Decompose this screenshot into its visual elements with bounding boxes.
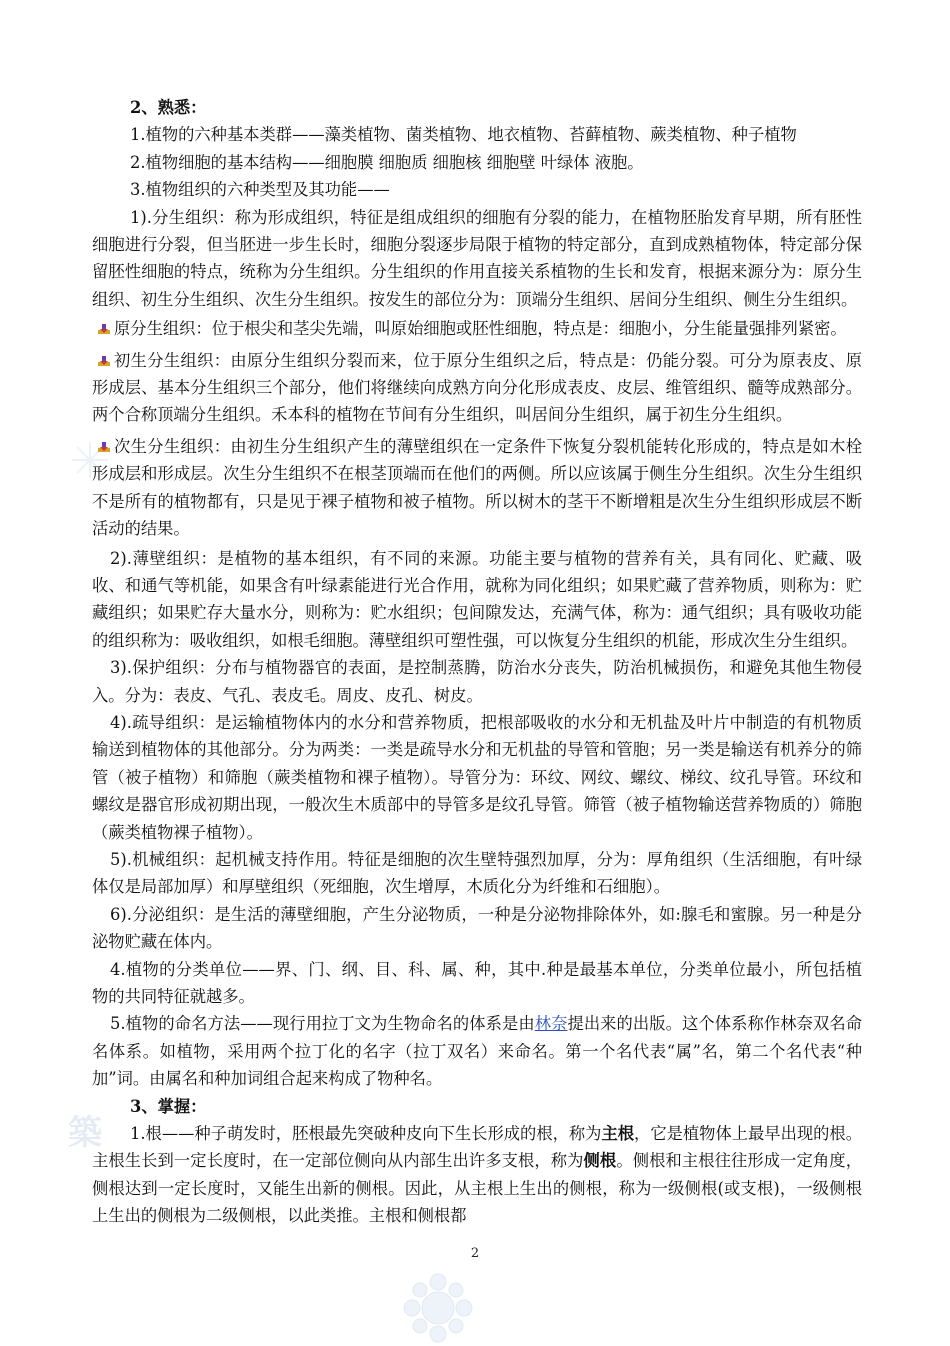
- bullet-text: 原分生组织：位于根尖和茎尖先端，叫原始细胞或胚性细胞，特点是：细胞小，分生能量强排列紧密。: [114, 319, 847, 339]
- document-body: [92, 94, 862, 1230]
- paragraph-mechanical-tissue: 5).机械组织：起机械支持作用。特征是细胞的次生壁特强烈加厚，分为：厚角组织（生活细胞，有叶绿体仅是局部加厚）和厚壁组织（死细胞，次生增厚，木质化分为纤维和石细胞）。: [92, 849, 862, 897]
- section-heading-familiarize: 2、熟悉：: [130, 98, 207, 117]
- bullet-item-primary-meristem: [92, 347, 862, 429]
- bullet-icon: [98, 441, 110, 453]
- paragraph-protective-tissue: 3).保护组织：分布与植物器官的表面，是控制蒸腾，防治水分丧失，防治机械损伤，和避免其他生物侵入。分为：表皮、气孔、表皮毛。周皮、皮孔、树皮。: [92, 658, 862, 705]
- snowflake-logo-icon: [400, 1270, 476, 1346]
- term-lateral-root: 侧根: [583, 1151, 617, 1171]
- bullet-icon: [98, 355, 110, 367]
- watermark-text: 築: [68, 1113, 102, 1153]
- paragraph-naming-method: [92, 1010, 862, 1092]
- bullet-item-secondary-meristem: [92, 433, 862, 543]
- paragraph-plant-groups: 1.植物的六种基本类群——藻类植物、菌类植物、地衣植物、苔藓植物、蕨类植物、种子植物: [130, 125, 797, 145]
- link-linnaeus[interactable]: 林奈: [534, 1014, 568, 1034]
- naming-text-before: 5.植物的命名方法——现行用拉丁文为生物命名的体系是由: [110, 1014, 535, 1034]
- paragraph-tissue-types: 3.植物组织的六种类型及其功能——: [130, 180, 390, 200]
- bullet-icon: [98, 323, 110, 335]
- section-heading-master: 3、掌握：: [130, 1096, 207, 1116]
- paragraph-conducting-tissue: 4).疏导组织：是运输植物体内的水分和营养物质，把根部吸收的水分和无机盐及叶片中制造的有机物质输送到植物体的其他部分。分为两类：一类是疏导水分和无机盐的导管和管胞；另一类是输送有机养分的筛管（被子植物）和筛胞（蕨类植物和裸子植物）。导管分为：环纹、网纹、螺纹、梯纹、纹孔导管。环纹和螺纹是器官形成初期出现，一般次生木质部中的导管多是纹孔导管。筛管（被子植物输送营养物质的）筛胞（蕨类植物裸子植物）。: [92, 712, 862, 842]
- paragraph-meristem: 1).分生组织：称为形成组织，特征是组成组织的细胞有分裂的能力，在植物胚胎发育早期，所有胚性细胞进行分裂，但当胚进一步生长时，细胞分裂逐步局限于植物的特定部分，直到成熟植物体，特定部分保留胚性细胞的特点，统称为分生组织。分生组织的作用直接关系植物的生长和发育，根据来源分为：原分生组织、初生分生组织、次生分生组织。按发生的部位分为：顶端分生组织、居间分生组织、侧生分生组织。: [92, 207, 862, 309]
- page-number: 2: [470, 1246, 480, 1261]
- paragraph-classification-units: 4.植物的分类单位——界、门、纲、目、科、属、种，其中.种是最基本单位，分类单位最小，所包括植物的共同特征就越多。: [92, 959, 862, 1006]
- naming-text-after: 提出来的出版。这个体系称作林奈双名命名体系。如植物，采用两个拉丁化的名字（拉丁双名）来命名。第一个名代表“属”名，第二个名代表“种加”词。由属名和种加词组合起来构成了物种名。: [92, 1014, 862, 1089]
- paragraph-root: 1.根——种子萌发时，胚根最先突破种皮向下生长形成的根，称为主根，它是植物体上最早出现的根。主根生长到一定长度时，在一定部位侧向从内部生出许多支根，称为侧根。侧根和主根往往形成一定角度，侧根达到一定长度时，又能生出新的侧根。因此，从主根上生出的侧根，称为一级侧根(或支根)，一级侧根上生出的侧根为二级侧根，以此类推。主根和侧根都: [92, 1124, 862, 1226]
- paragraph-cell-structure: 2.植物细胞的基本结构——细胞膜 细胞质 细胞核 细胞壁 叶绿体 液胞。: [130, 152, 644, 172]
- bullet-text: 初生分生组织：由原分生组织分裂而来，位于原分生组织之后，特点是：仍能分裂。可分为原表皮、原形成层、基本分生组织三个部分，他们将继续向成熟方向分化形成表皮、皮层、维管组织、髓等成熟部分。两个合称顶端分生组织。禾本科的植物在节间有分生组织，叫居间分生组织，属于初生分生组织。: [92, 350, 862, 425]
- bullet-item-promeristem: [92, 315, 862, 342]
- term-main-root: 主根: [601, 1124, 635, 1144]
- paragraph-parenchyma: 2).薄壁组织：是植物的基本组织，有不同的来源。功能主要与植物的营养有关，具有同化、贮藏、吸收、和通气等机能，如果含有叶绿素能进行光合作用，就称为同化组织；如果贮藏了营养物质，则称为：贮藏组织；如果贮存大量水分，则称为：贮水组织；包间隙发达，充满气体，称为：通气组织；具有吸收功能的组织称为：吸收组织，如根毛细胞。薄壁组织可塑性强，可以恢复分生组织的机能，形成次生分生组织。: [92, 548, 862, 650]
- bullet-text: 次生分生组织：由初生分生组织产生的薄壁组织在一定条件下恢复分裂机能转化形成的，特点是如木栓形成层和形成层。次生分生组织不在根茎顶端而在他们的两侧。所以应该属于侧生分生组织。次生分生组织不是所有的植物都有，只是见于裸子植物和被子植物。所以树木的茎干不断增粗是次生分生组织形成层不断活动的结果。: [92, 436, 862, 539]
- paragraph-secretory-tissue: 6).分泌组织：是生活的薄壁细胞，产生分泌物质，一种是分泌物排除体外，如:腺毛和蜜腺。另一种是分泌物贮藏在体内。: [92, 904, 862, 952]
